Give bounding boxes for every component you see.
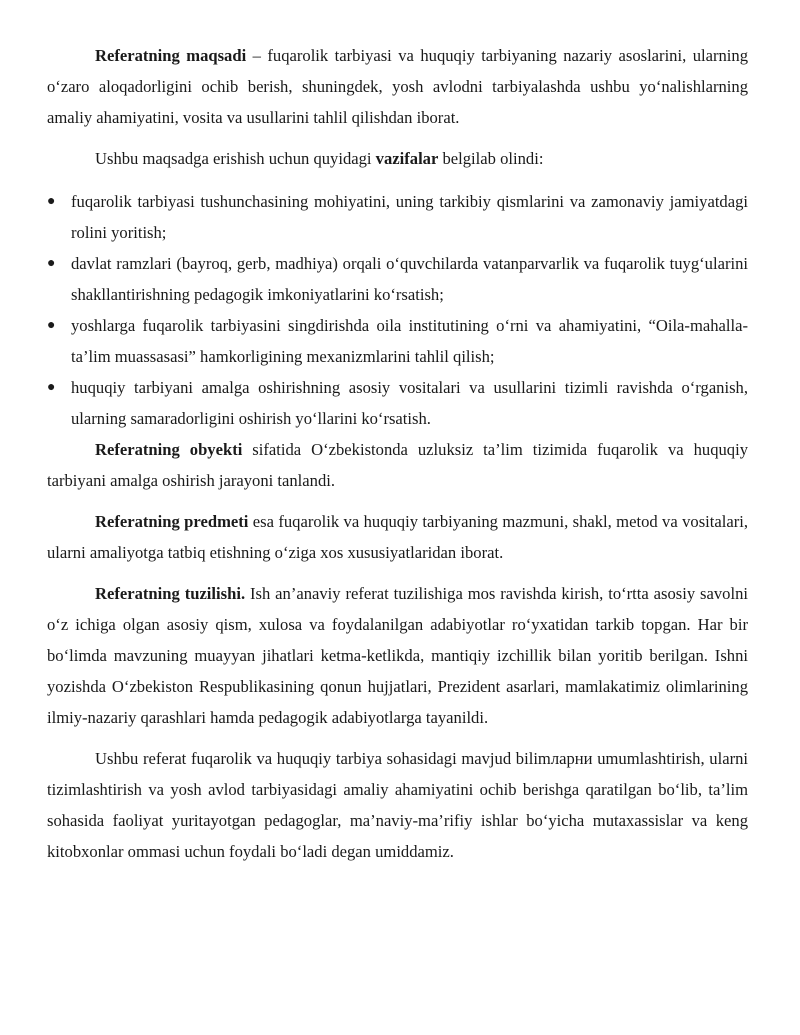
subject-heading: Referatning predmeti bbox=[95, 512, 249, 531]
paragraph-tasks-intro bbox=[47, 143, 748, 174]
paragraph-object bbox=[47, 434, 748, 496]
list-item bbox=[47, 248, 748, 310]
tasks-list bbox=[47, 186, 748, 434]
subject-text: esa fuqarolik va huquqiy tarbiyaning mazmuni, shakl, metod va vositalari, ularni amaliyotga tatbiq etishning o‘ziga xos xususiyatlaridan iborat. bbox=[47, 512, 748, 562]
paragraph-subject bbox=[47, 506, 748, 568]
task-text: yoshlarga fuqarolik tarbiyasini singdirishda oila institutining o‘rni va ahamiyatini, “Oila-mahalla-ta’lim muassasasi” hamkorligining mexanizmlarini tahlil qilish; bbox=[71, 316, 748, 366]
tasks-heading: vazifalar bbox=[375, 149, 439, 168]
paragraph-purpose bbox=[47, 40, 748, 133]
bullet-icon: ● bbox=[47, 194, 56, 209]
structure-text: Ish an’anaviy referat tuzilishiga mos ravishda kirish, to‘rtta asosiy savolni o‘z ichiga olgan asosiy qism, xulosa va foydalanilgan adabiyotlar ro‘yxatidan tarkib topgan. Har bir bo‘limda mavzuning muayyan jihatlari ketma-ketlikda, mantiqiy izchillik bilan yoritib berilgan. Ishni yozishda O‘zbekiston Respublikasining qonun hujjatlari, Prezident asarlari, mamlakatimiz olimlarining ilmiy-nazariy qarashlari hamda pedagogik adabiyotlarga tayanildi. bbox=[47, 584, 748, 727]
paragraph-structure bbox=[47, 578, 748, 733]
tasks-intro-after: belgilab olindi: bbox=[438, 149, 544, 168]
task-text: davlat ramzlari (bayroq, gerb, madhiya) orqali o‘quvchilarda vatanparvarlik va fuqarolik tuyg‘ularini shakllantirishning pedagogik imkoniyatlarini ko‘rsatish; bbox=[71, 254, 748, 304]
list-item bbox=[47, 186, 748, 248]
bullet-icon: ● bbox=[47, 318, 56, 333]
bullet-icon: ● bbox=[47, 380, 56, 395]
task-text: huquqiy tarbiyani amalga oshirishning asosiy vositalari va usullarini tizimli ravishda o‘rganish, ularning samaradorligini oshirish yo‘llarini ko‘rsatish. bbox=[71, 378, 748, 428]
object-heading: Referatning obyekti bbox=[95, 440, 243, 459]
tasks-intro-before: Ushbu maqsadga erishish uchun quyidagi bbox=[95, 149, 376, 168]
purpose-text: – fuqarolik tarbiyasi va huquqiy tarbiyaning nazariy asoslarini, ularning o‘zaro aloqadorligini ochib berish, shuningdek, yosh avlodni tarbiyalashda ushbu yo‘nalishlarning amaliy ahamiyatini, vosita va usullarini tahlil qilishdan iborat. bbox=[47, 46, 748, 127]
structure-heading: Referatning tuzilishi. bbox=[95, 584, 246, 603]
conclusion-text: Ushbu referat fuqarolik va huquqiy tarbiya sohasidagi mavjud bilimларни umumlashtirish, ularni tizimlashtirish va yosh avlod tarbiyasidagi amaliy ahamiyatini ochib berishga qaratilgan bo‘lib, ta’lim sohasida faoliyat yuritayotgan pedagoglar, ma’naviy-ma’rifiy ishlar bo‘yicha mutaxassislar va keng kitobxonlar ommasi uchun foydali bo‘ladi degan umiddamiz. bbox=[47, 749, 748, 861]
bullet-icon: ● bbox=[47, 256, 56, 271]
purpose-heading: Referatning maqsadi bbox=[95, 46, 247, 65]
list-item bbox=[47, 372, 748, 434]
task-text: fuqarolik tarbiyasi tushunchasining mohiyatini, uning tarkibiy qismlarini va zamonaviy jamiyatdagi rolini yoritish; bbox=[71, 192, 748, 242]
list-item bbox=[47, 310, 748, 372]
object-text: sifatida O‘zbekistonda uzluksiz ta’lim tizimida fuqarolik va huquqiy tarbiyani amalga oshirish jarayoni tanlandi. bbox=[47, 440, 748, 490]
paragraph-conclusion bbox=[47, 743, 748, 867]
